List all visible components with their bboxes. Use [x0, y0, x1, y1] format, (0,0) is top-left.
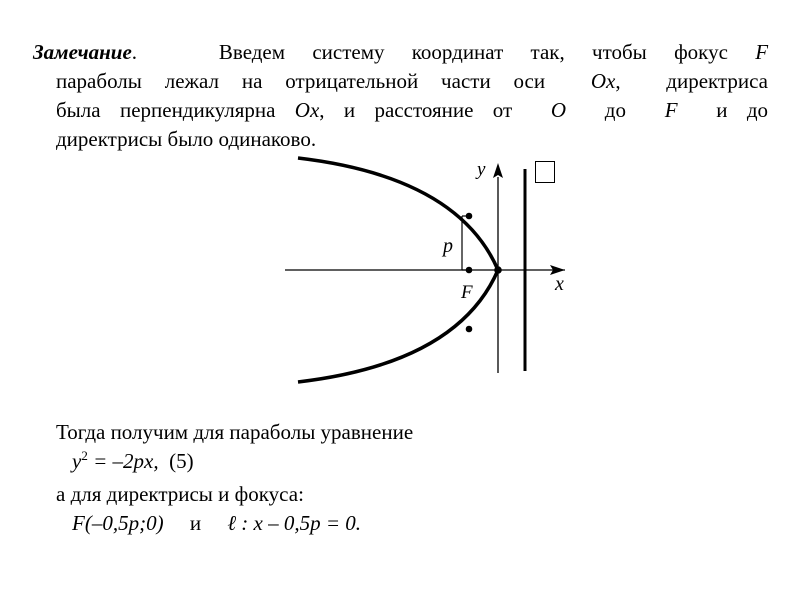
eq-y: y	[72, 449, 82, 473]
distance-text: , и расстояние от	[319, 98, 513, 122]
remark-line-3	[33, 96, 768, 125]
remark-line-2: параболы лежал на отрицательной части оси Ox, директриса	[56, 69, 769, 93]
p-label: p	[443, 235, 453, 257]
result-intro: Тогда получим для параболы уравнение	[56, 420, 414, 444]
eq-rhs: = –2px,	[87, 449, 159, 473]
remark-text-4: директрисы было одинаково.	[56, 127, 317, 151]
eq-number: (5)	[169, 449, 194, 473]
parabola-equation	[72, 447, 194, 476]
remark-lead: Замечание	[33, 40, 132, 64]
directrix-word: директриса	[666, 69, 769, 93]
latus-point-bottom	[466, 326, 473, 333]
vertex-point	[494, 266, 502, 274]
remark-paragraph	[33, 38, 768, 154]
and-word: и	[189, 511, 202, 535]
axis-ox: Ox	[590, 69, 616, 93]
focus-directrix-formulas	[72, 509, 361, 538]
eq-exponent: 2	[81, 448, 88, 463]
parabola-figure	[280, 155, 580, 395]
focus-coordinates: F(–0,5p;0)	[72, 511, 164, 535]
to-word: до	[604, 98, 626, 122]
remark-text-3: была перпендикулярна	[56, 98, 276, 122]
origin-symbol: O	[550, 98, 567, 122]
directrix-equation: ℓ : x – 0,5p = 0.	[227, 511, 362, 535]
y-axis-arrow	[493, 163, 503, 178]
focus-symbol-2: F	[664, 98, 678, 122]
remark-line-1: Замечание. Введем систему координат так, чтобы фокус F	[33, 40, 769, 64]
latus-point-top	[466, 213, 473, 220]
blank-square-icon	[535, 161, 555, 183]
and-to-word: и до	[716, 98, 769, 122]
x-axis-label: x	[555, 273, 564, 295]
axis-ox-2: Ox	[294, 98, 320, 122]
y-axis-label: y	[477, 159, 486, 180]
directrix-intro: а для директрисы и фокуса:	[56, 482, 304, 506]
focus-symbol: F	[755, 40, 769, 64]
remark-text-2: параболы лежал на отрицательной части оси	[56, 69, 546, 93]
remark-line-4	[33, 125, 768, 154]
focus-label: F	[461, 282, 473, 303]
focus-point	[466, 267, 473, 274]
remark-text-1: Введем систему координат так, чтобы фокус	[218, 40, 728, 64]
